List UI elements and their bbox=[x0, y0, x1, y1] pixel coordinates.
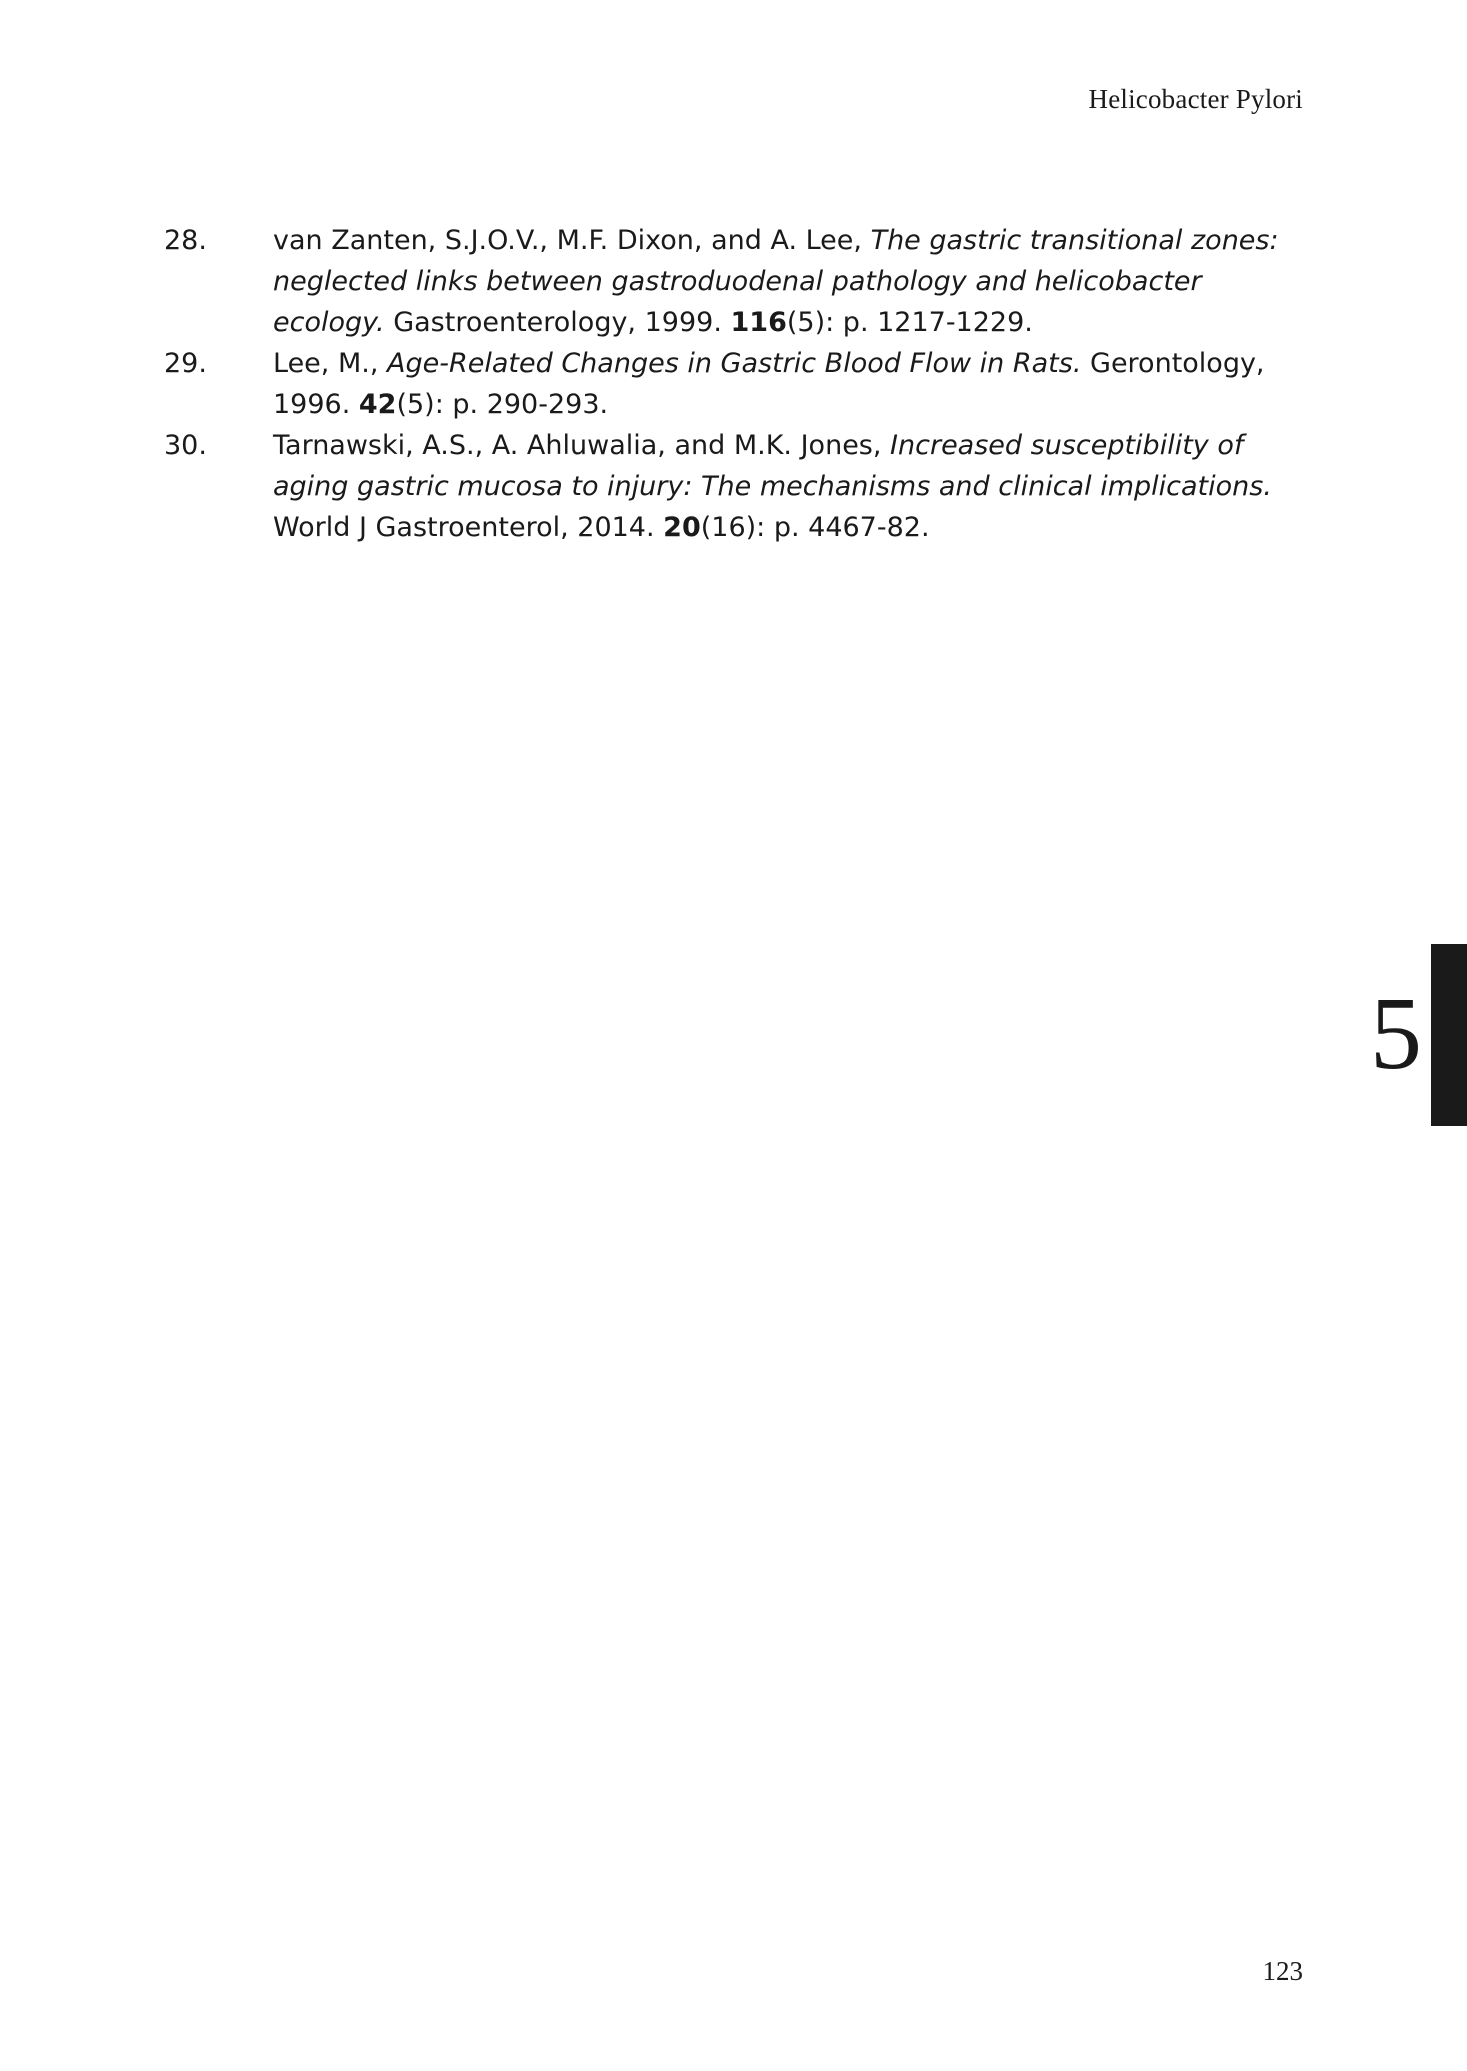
reference-text: Tarnawski, A.S., A. Ahluwalia, and M.K. Jones, Increased susceptibility of aging gastric mucosa to injury: The mechanisms and clinical implications. World J Gastroenterol, 2014. 20(16): p. 4467-82. bbox=[273, 430, 1272, 543]
reference-authors: van Zanten, S.J.O.V., M.F. Dixon, and A. Lee bbox=[273, 225, 854, 256]
reference-number: 30. bbox=[164, 430, 207, 461]
reference-list bbox=[164, 220, 1314, 548]
reference-item bbox=[164, 220, 1314, 343]
reference-journal: Gastroenterology, 1999. bbox=[393, 307, 722, 338]
reference-title: The gastric transitional zones: neglected links between gastroduodenal pathology and helicobacter ecology. bbox=[273, 225, 1279, 338]
chapter-number: 5 bbox=[1370, 976, 1422, 1091]
reference-pages: (5): p. 1217-1229. bbox=[786, 307, 1033, 338]
reference-volume: 20 bbox=[663, 512, 701, 543]
reference-item bbox=[164, 343, 1314, 425]
reference-title: Increased susceptibility of aging gastric mucosa to injury: The mechanisms and clinical implications. bbox=[273, 430, 1272, 502]
reference-volume: 42 bbox=[358, 389, 397, 420]
reference-text: van Zanten, S.J.O.V., M.F. Dixon, and A. Lee, The gastric transitional zones: neglected links between gastroduodenal pathology and helicobacter ecology. Gastroenterology, 1999. 116(5): p. 1217-1229. bbox=[273, 225, 1279, 338]
reference-item bbox=[164, 425, 1314, 548]
reference-text: Lee, M., Age-Related Changes in Gastric Blood Flow in Rats. Gerontology, 1996. 42(5): p. 290-293. bbox=[273, 348, 1265, 420]
reference-journal: World J Gastroenterol, 2014. bbox=[273, 512, 655, 543]
reference-journal: Gerontology, 1996. bbox=[273, 348, 1265, 420]
reference-authors: Lee, M. bbox=[273, 348, 370, 379]
reference-title: Age-Related Changes in Gastric Blood Flow in Rats. bbox=[387, 348, 1082, 379]
reference-pages: (16): p. 4467-82. bbox=[700, 512, 930, 543]
reference-volume: 116 bbox=[730, 307, 787, 338]
reference-pages: (5): p. 290-293. bbox=[396, 389, 609, 420]
page-number: 123 bbox=[1262, 1956, 1303, 1986]
reference-number: 28. bbox=[164, 225, 207, 256]
running-header: Helicobacter Pylori bbox=[1088, 84, 1303, 114]
reference-number: 29. bbox=[164, 348, 207, 379]
chapter-tab-marker bbox=[1431, 944, 1467, 1126]
reference-authors: Tarnawski, A.S., A. Ahluwalia, and M.K. Jones bbox=[273, 430, 873, 461]
